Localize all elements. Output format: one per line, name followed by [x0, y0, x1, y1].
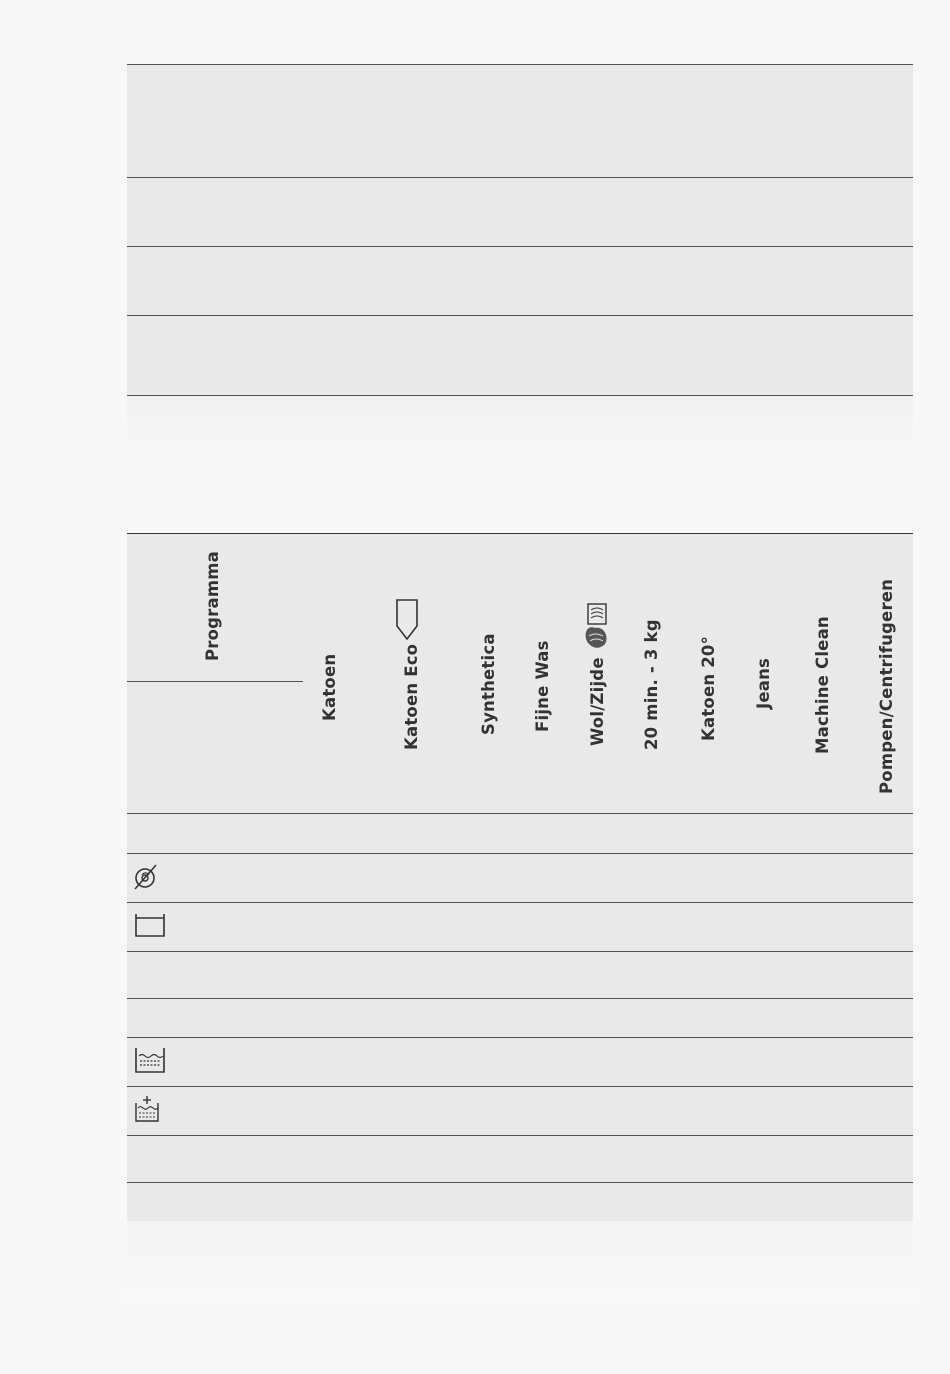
- no-spin-icon: [133, 863, 159, 891]
- page-shading: [127, 396, 913, 456]
- program-label-katoen: Katoen: [320, 653, 339, 721]
- program-label-wol-zijde: Wol/Zijde: [588, 657, 607, 746]
- upper-table-row: [127, 64, 913, 177]
- prewash-icon: [134, 1095, 160, 1123]
- program-label-katoen-20: Katoen 20°: [699, 635, 718, 741]
- program-label-20-min: 20 min. - 3 kg: [642, 619, 661, 750]
- row-divider: [127, 1086, 913, 1087]
- row-divider: [127, 813, 913, 814]
- row-divider: [127, 1037, 913, 1038]
- upper-table: [127, 64, 913, 396]
- woolmark-icon: [581, 602, 609, 652]
- program-label-pompen-centrifugeren: Pompen/Centrifugeren: [877, 578, 896, 794]
- program-label-katoen-eco: Katoen Eco: [402, 643, 421, 750]
- row-divider: [127, 902, 913, 903]
- upper-table-row: [127, 246, 913, 315]
- program-label-jeans: Jeans: [754, 657, 773, 709]
- row-divider: [127, 998, 913, 999]
- row-divider: [127, 853, 913, 854]
- eco-tag-icon: [395, 598, 421, 642]
- upper-table-row: [127, 315, 913, 396]
- table-header-programma: Programma: [203, 551, 222, 661]
- rinse-hold-icon: [134, 912, 166, 938]
- program-label-synthetica: Synthetica: [479, 633, 498, 735]
- page-shading: [127, 1221, 913, 1301]
- program-label-machine-clean: Machine Clean: [813, 616, 832, 754]
- row-divider: [127, 1135, 913, 1136]
- header-divider: [127, 681, 303, 682]
- upper-table-row: [127, 177, 913, 246]
- row-divider: [127, 951, 913, 952]
- row-divider: [127, 1182, 913, 1183]
- program-label-fijne-was: Fijne Was: [533, 640, 552, 732]
- extra-rinse-icon: [134, 1046, 166, 1074]
- program-options-table: [127, 533, 913, 1221]
